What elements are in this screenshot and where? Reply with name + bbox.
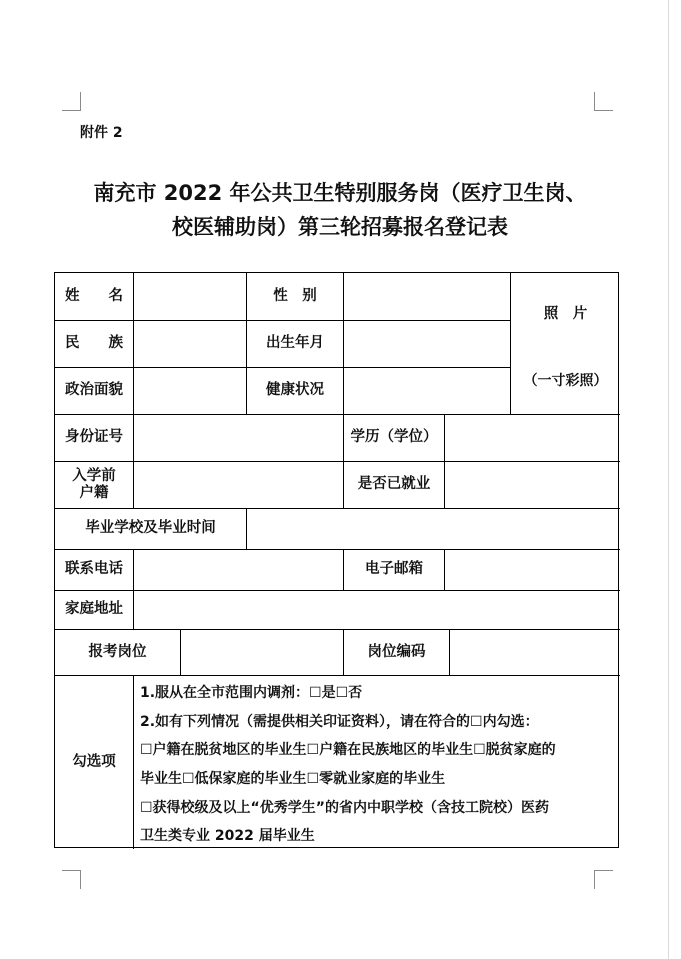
checklist-line-5[interactable]: ☐获得校级及以上“优秀学生”的省内中职学校（含技工院校）医药 <box>140 800 549 816</box>
checklist-label: 勾选项 <box>72 753 116 770</box>
hukou-field[interactable] <box>134 462 343 508</box>
position-code-label: 岗位编码 <box>367 643 426 660</box>
address-label: 家庭地址 <box>65 601 123 618</box>
hukou-label <box>55 462 133 508</box>
political-status-label: 政治面貌 <box>65 382 123 399</box>
gender-label: 性 别 <box>273 287 317 304</box>
hukou-label-line2: 户籍 <box>79 485 109 501</box>
id-number-field[interactable] <box>134 415 343 461</box>
photo-label: 照 片 <box>543 306 588 323</box>
name-label: 姓 名 <box>65 287 123 304</box>
photo-note: （一寸彩照） <box>523 372 608 389</box>
page-edge <box>668 0 669 959</box>
hukou-label-line1: 入学前 <box>72 467 116 484</box>
position-code-field[interactable] <box>450 630 620 675</box>
birth-label: 出生年月 <box>266 335 324 352</box>
ethnicity-label: 民 族 <box>65 335 123 352</box>
checklist-line-3[interactable]: ☐户籍在脱贫地区的毕业生☐户籍在民族地区的毕业生☐脱贫家庭的 <box>140 742 556 758</box>
ethnicity-field[interactable] <box>134 321 246 367</box>
name-field[interactable] <box>134 273 246 320</box>
school-field[interactable] <box>247 509 620 549</box>
document-title-line2: 校医辅助岗）第三轮招募报名登记表 <box>172 215 508 239</box>
crop-mark-bottom-left <box>62 870 81 889</box>
crop-mark-top-left <box>62 92 81 111</box>
id-number-label: 身份证号 <box>65 429 123 446</box>
checklist-line-4[interactable]: 毕业生☐低保家庭的毕业生☐零就业家庭的毕业生 <box>140 771 446 787</box>
employed-field[interactable] <box>445 462 620 508</box>
education-label: 学历（学位） <box>350 429 438 446</box>
gender-field[interactable] <box>344 273 510 320</box>
attachment-label: 附件 2 <box>80 125 123 141</box>
position-field[interactable] <box>181 630 343 675</box>
checklist-line-6: 卫生类专业 2022 届毕业生 <box>140 828 315 844</box>
crop-mark-bottom-right <box>594 870 613 889</box>
health-label: 健康状况 <box>266 382 324 399</box>
position-label: 报考岗位 <box>88 643 147 660</box>
birth-field[interactable] <box>344 321 510 367</box>
phone-label: 联系电话 <box>65 561 123 578</box>
email-field[interactable] <box>445 550 620 590</box>
address-field[interactable] <box>134 591 620 629</box>
political-status-field[interactable] <box>134 368 246 414</box>
school-label: 毕业学校及毕业时间 <box>85 520 216 537</box>
health-field[interactable] <box>344 368 510 414</box>
photo-box[interactable] <box>511 273 620 414</box>
education-field[interactable] <box>445 415 620 461</box>
employed-label: 是否已就业 <box>357 476 431 493</box>
email-label: 电子邮箱 <box>365 561 423 578</box>
checklist-line-2[interactable]: 2.如有下列情况（需提供相关印证资料），请在符合的☐内勾选： <box>140 714 539 730</box>
document-title-line1: 南充市 2022 年公共卫生特别服务岗（医疗卫生岗、 <box>93 181 587 205</box>
registration-form-table <box>54 272 619 848</box>
crop-mark-top-right <box>594 92 613 111</box>
phone-field[interactable] <box>134 550 343 590</box>
checklist-line-1[interactable]: 1.服从在全市范围内调剂：☐是☐否 <box>140 685 363 701</box>
